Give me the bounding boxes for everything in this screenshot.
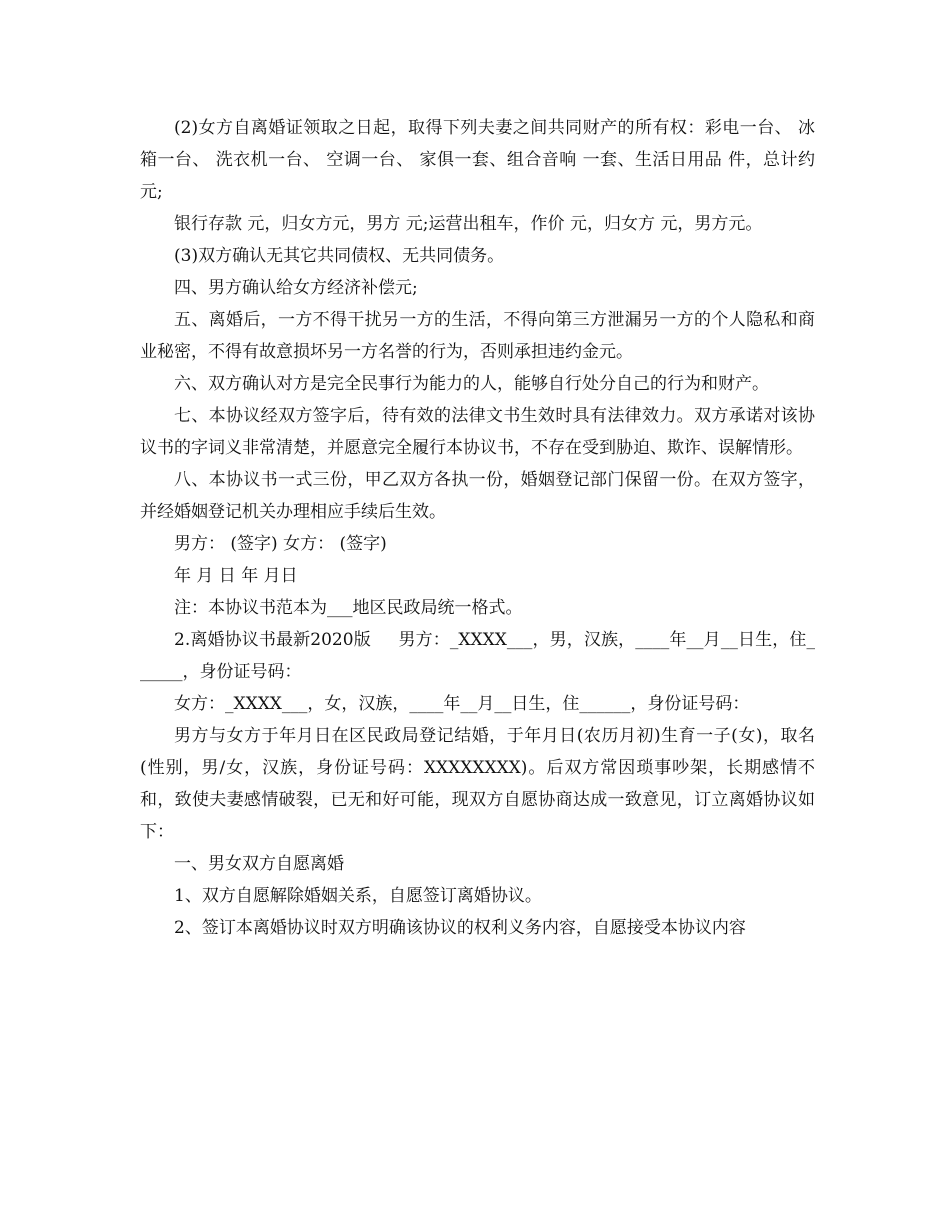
paragraph-no-debt: (3)双方确认无其它共同债权、无共同债务。 <box>174 246 505 266</box>
signature-line: 男方： (签字) 女方： (签字) <box>174 534 387 554</box>
date-line: 年 月 日 年 月日 <box>174 566 298 586</box>
paragraph-no-interference: 五、离婚后，一方不得干扰另一方的生活，不得向第三方泄漏另一方的个人隐私和商业秘密，不得有故意损坏另一方名誉的行为，否则承担违约金元。 <box>140 310 815 362</box>
document-body <box>140 112 821 944</box>
clause-1: 1、双方自愿解除婚姻关系，自愿签订离婚协议。 <box>174 886 542 906</box>
paragraph-legal-effect: 七、本协议经双方签字后，待有效的法律文书生效时具有法律效力。双方承诺对该协议书的字词义非常清楚，并愿意完全履行本协议书，不存在受到胁迫、欺诈、误解情形。 <box>140 406 815 458</box>
note-line: 注：本协议书范本为___地区民政局统一格式。 <box>174 598 523 618</box>
paragraph-property-women: (2)女方自离婚证领取之日起，取得下列夫妻之间共同财产的所有权：彩电一台、 冰箱一台、 洗衣机一台、 空调一台、 家俱一套、组合音响 一套、生活日用品 件，总计约 元; <box>140 118 821 202</box>
section-heading-voluntary-divorce: 一、男女双方自愿离婚 <box>174 854 344 874</box>
paragraph-marriage-history: 男方与女方于年月日在区民政局登记结婚，于年月日(农历月初)生育一子(女)，取名(性别，男/女，汉族，身份证号码：XXXXXXXX)。后双方常因琐事吵架，长期感情不和，致使夫妻感情破裂，已无和好可能，现双方自愿协商达成一致意见，订立离婚协议如下： <box>140 726 815 842</box>
paragraph-female-info: 女方：_XXXX___，女，汉族，____年__月__日生，住______，身份证号码： <box>174 694 750 714</box>
paragraph-compensation: 四、男方确认给女方经济补偿元; <box>174 278 418 298</box>
paragraph-version-male: 2.离婚协议书最新2020版 男方：_XXXX___，男，汉族，____年__月__日生，住______，身份证号码： <box>140 630 815 682</box>
paragraph-copies: 八、本协议书一式三份，甲乙双方各执一份，婚姻登记部门保留一份。在双方签字，并经婚姻登记机关办理相应手续后生效。 <box>140 470 815 522</box>
clause-2: 2、签订本离婚协议时双方明确该协议的权利义务内容，自愿接受本协议内容 <box>174 918 746 938</box>
paragraph-bank-deposit: 银行存款 元，归女方元，男方 元;运营出租车，作价 元，归女方 元，男方元。 <box>174 214 763 234</box>
paragraph-civil-capacity: 六、双方确认对方是完全民事行为能力的人，能够自行处分自己的行为和财产。 <box>174 374 769 394</box>
